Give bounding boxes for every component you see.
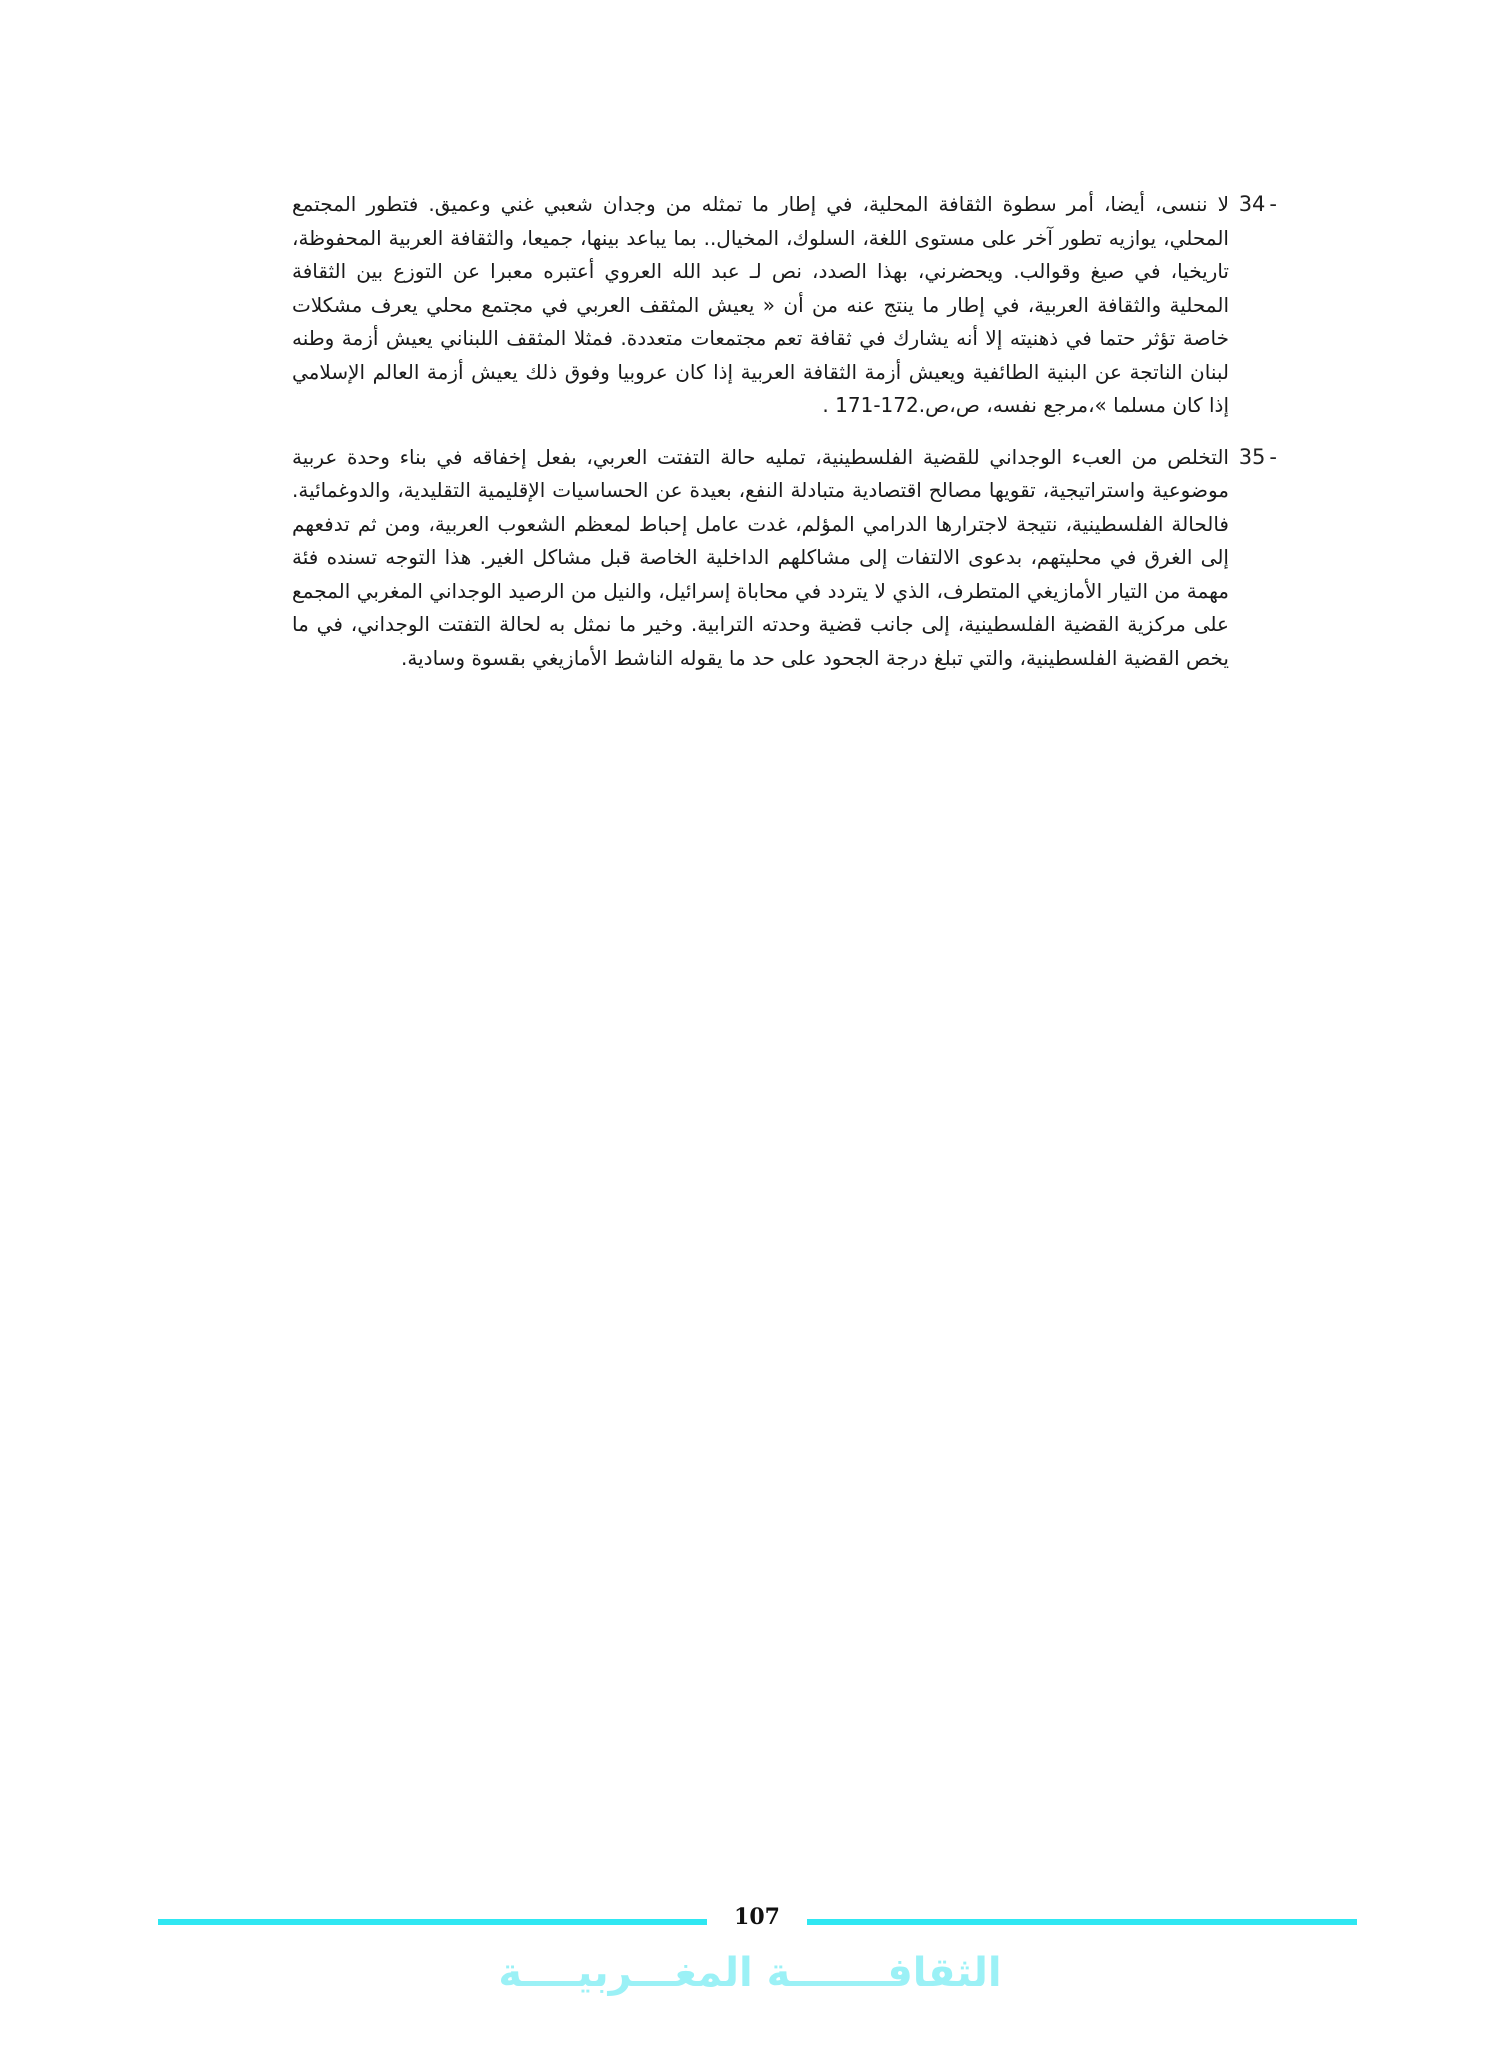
footnote-number: 35 - [1238, 444, 1277, 469]
footer-rule-left [158, 1919, 707, 1925]
footer-rule-right [807, 1919, 1357, 1925]
page-number: 107 [734, 1904, 780, 1930]
footnotes-section [292, 188, 1277, 693]
journal-name: الثقافـــــــة المغـــربيــــة [498, 1950, 1002, 1996]
footnote-text: التخلص من العبء الوجداني للقضية الفلسطينية، تمليه حالة التفتت العربي، بفعل إخفاقه في بناء وحدة عربية موضوعية واستراتيجية، تقويها مصالح اقتصادية متبادلة النفع، بعيدة عن الحساسيات الإقليمية التقليدية، والدوغمائية. فالحالة الفلسطينية، نتيجة لاجترارها الدرامي المؤلم، غدت عامل إحباط لمعظم الشعوب العربية، ومن ثم تدفعهم إلى الغرق في محليتهم، بدعوى الالتفات إلى مشاكلهم الداخلية الخاصة قبل مشاكل الغير. هذا التوجه تسنده فئة مهمة من التيار الأمازيغي المتطرف، الذي لا يتردد في محاباة إسرائيل، والنيل من الرصيد الوجداني المغربي المجمع على مركزية القضية الفلسطينية، إلى جانب قضية وحدته الترابية. وخير ما نمثل به لحالة التفتت الوجداني، في ما يخص القضية الفلسطينية، والتي تبلغ درجة الجحود على حد ما يقوله الناشط الأمازيغي بقسوة وسادية. [292, 444, 1229, 670]
footnote-34 [292, 188, 1277, 423]
footnote-text: لا ننسى، أيضا، أمر سطوة الثقافة المحلية، في إطار ما تمثله من وجدان شعبي غني وعميق. فتطور المجتمع المحلي، يوازيه تطور آخر على مستوى اللغة، السلوك، المخيال.. بما يباعد بينها، جميعا، والثقافة العربية المحفوظة، تاريخيا، في صيغ وقوالب. ويحضرني، بهذا الصدد، نص لـ عبد الله العروي أعتبره معبرا عن التوزع بين الثقافة المحلية والثقافة العربية، في إطار ما ينتج عنه من أن « يعيش المثقف العربي في مجتمع محلي يعرف مشكلات خاصة تؤثر حتما في ذهنيته إلا أنه يشارك في ثقافة تعم مجتمعات متعددة. فمثلا المثقف اللبناني يعيش أزمة وطنه لبنان الناتجة عن البنية الطائفية ويعيش أزمة الثقافة العربية إذا كان عروبيا وفوق ذلك يعيش أزمة العالم الإسلامي إذا كان مسلما »،مرجع نفسه، ص،ص.172-171 . [292, 192, 1229, 417]
footnote-number: 34 - [1238, 192, 1277, 216]
footnote-35 [292, 441, 1277, 676]
